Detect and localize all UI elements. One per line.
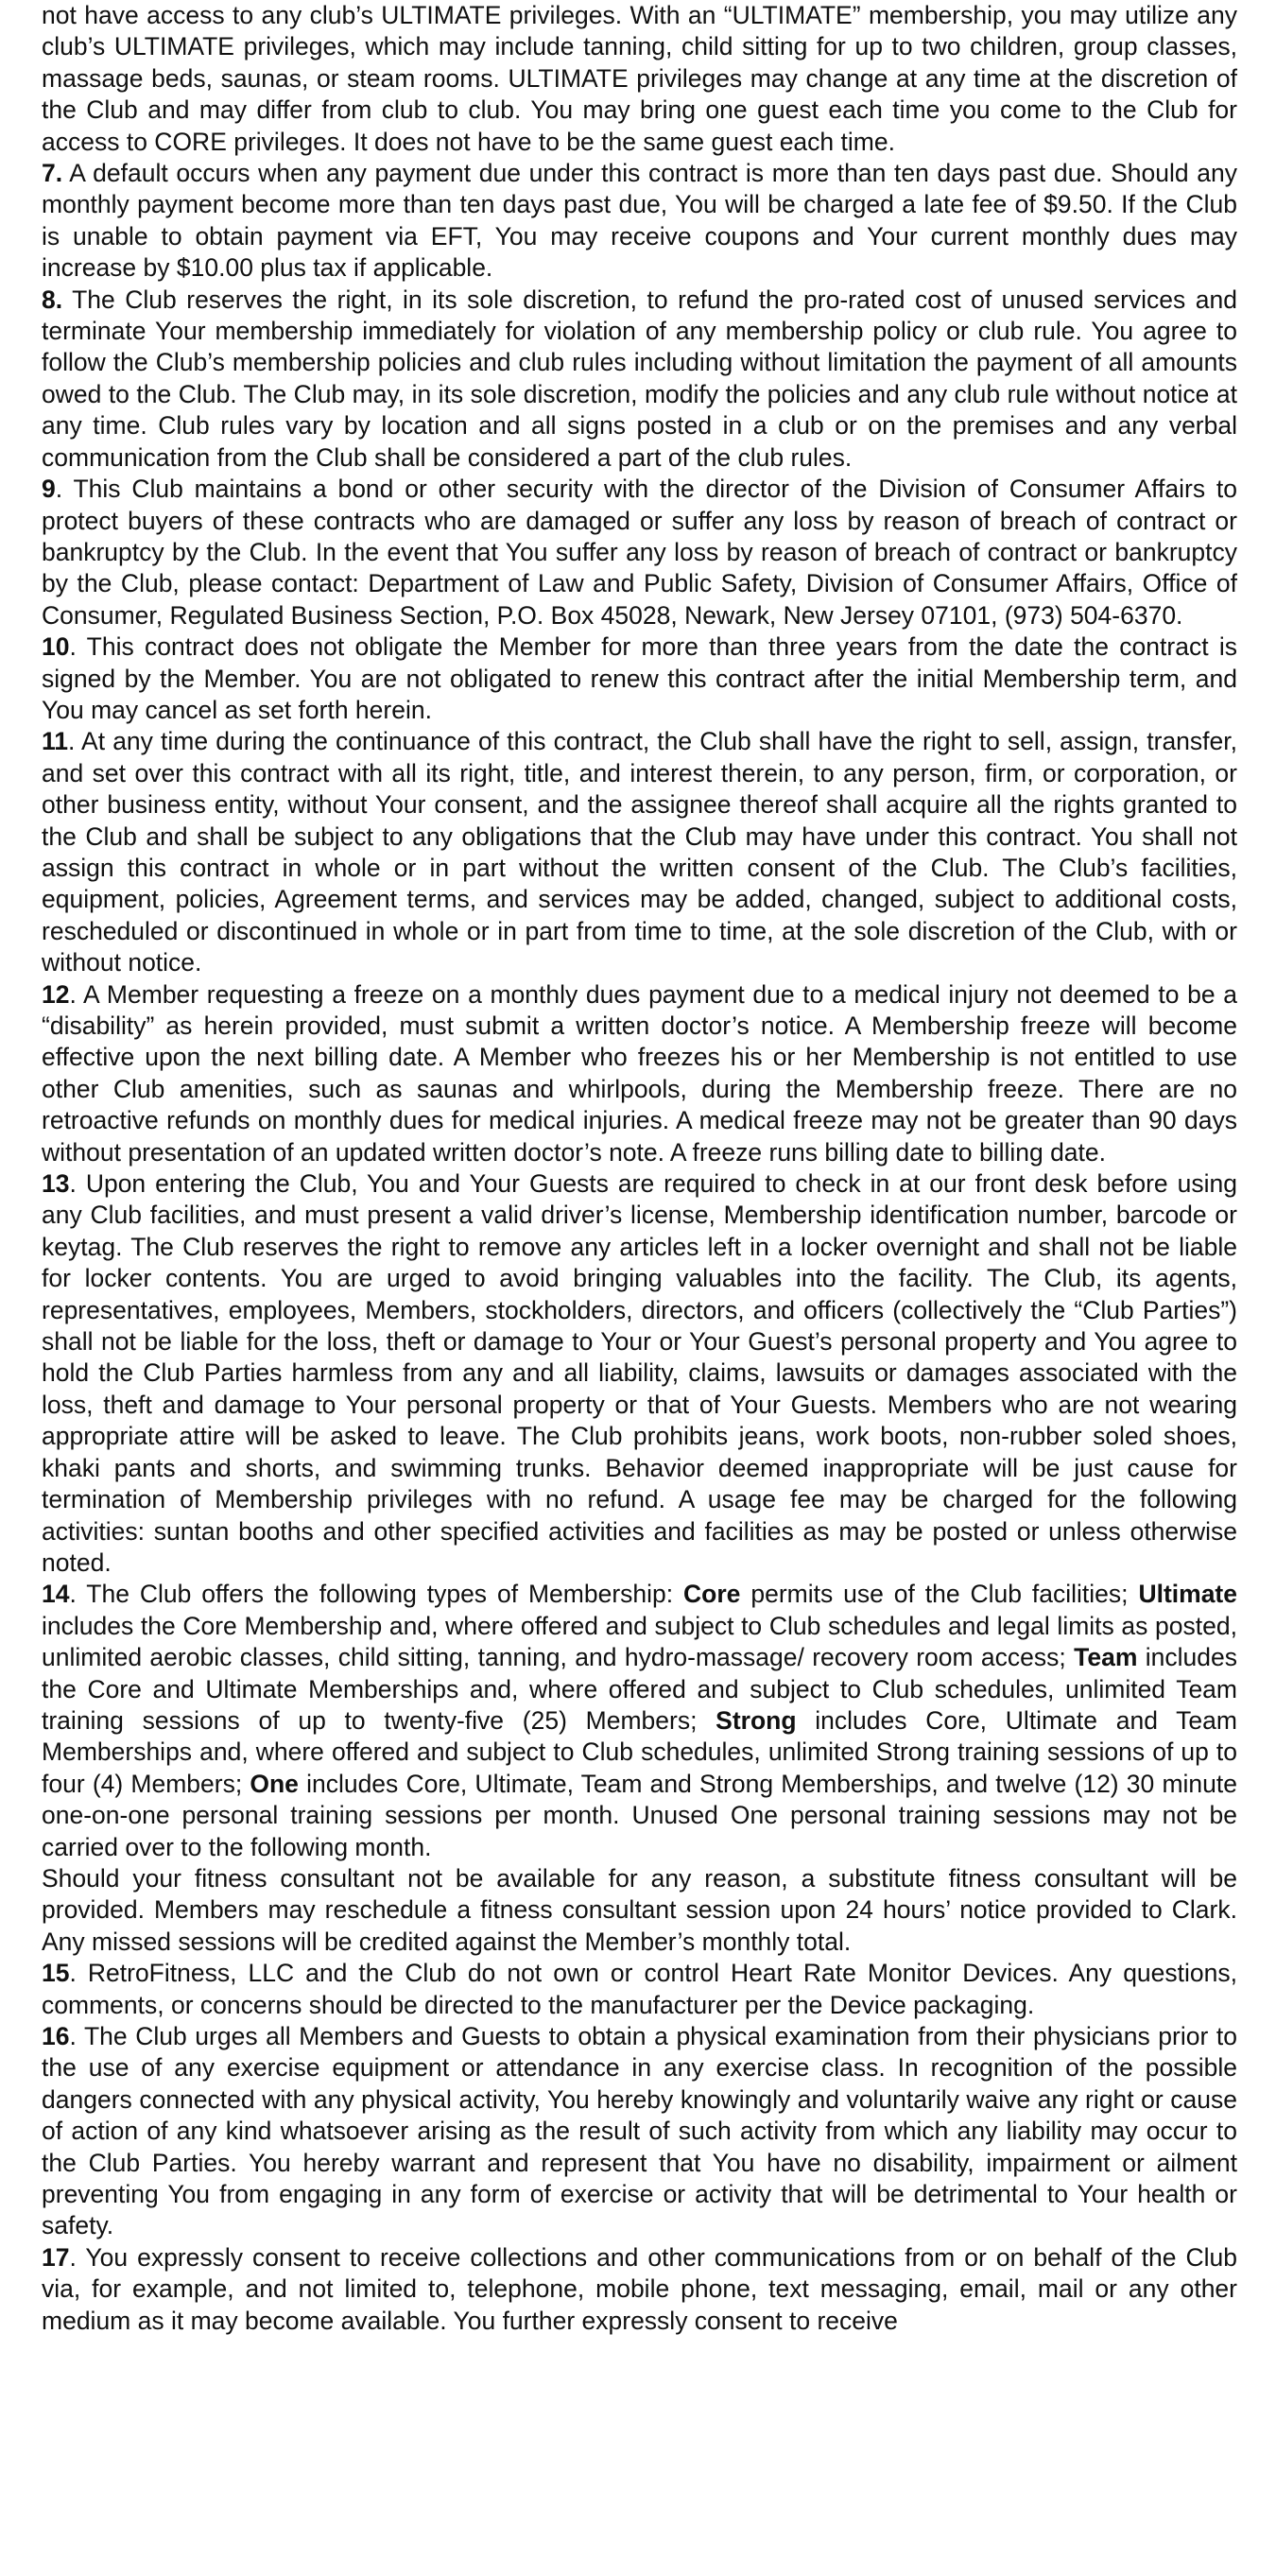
membership-tier-term: Core	[683, 1580, 741, 1609]
clause-number: 9	[42, 475, 56, 504]
membership-tier-term: Strong	[716, 1705, 797, 1735]
clause-number: 17	[42, 2242, 70, 2272]
clause-text: The Club reserves the right, in its sole discretion, to refund the pro-rated cost of unused services and terminate Your membership immediately for violation of any membership policy or club rule. You agree to follow the Club’s membership policies and club rules including without limitation the payment of all amounts owed to the Club. The Club may, in its sole discretion, modify the policies and any club rule without notice at any time. Club rules vary by location and all signs posted in a club or on the premises and any verbal communication from the Club shall be considered a part of the club rules.	[42, 285, 1237, 472]
clause-text: includes Core, Ultimate, Team and Strong Memberships, and twelve (12) 30 minute one-on-one personal training sessions per month. Unused One personal training sessions may not be carried over to the following month.	[42, 1769, 1237, 1861]
contract-clause	[42, 285, 1237, 474]
clause-text: Should your fitness consultant not be available for any reason, a substitute fitness consultant will be provided. Members may reschedule a fitness consultant session upon 24 hours’ notice provided to Clark. Any missed sessions will be credited against the Member’s monthly total.	[42, 1863, 1237, 1956]
contract-clause	[42, 1168, 1237, 1579]
contract-clause	[42, 1958, 1237, 2021]
clause-text: . The Club urges all Members and Guests to obtain a physical examination from their physicians prior to the use of any exercise equipment or attendance in any exercise class. In recognition of the possible dangers connected with any physical activity, You hereby knowingly and voluntarily waive any right or cause of action of any kind whatsoever arising as the result of such activity from which any liability may occur to the Club Parties. You hereby warrant and represent that You have no disability, impairment or ailment preventing You from engaging in any form of exercise or activity that will be detrimental to Your health or safety.	[42, 2022, 1237, 2240]
clause-text: includes Core, Ultimate and Team Memberships and, where offered and subject to Club schedules, unlimited Strong training sessions of up to four (4) Members;	[42, 1705, 1237, 1798]
clause-text: . This Club maintains a bond or other security with the director of the Division of Consumer Affairs to protect buyers of these contracts who are damaged or suffer any loss by reason of breach of contract or bankruptcy by the Club. In the event that You suffer any loss by reason of breach of contract or bankruptcy by the Club, please contact: Department of Law and Public Safety, Division of Consumer Affairs, Office of Consumer, Regulated Business Section, P.O. Box 45028, Newark, New Jersey 07101, (973) 504-6370.	[42, 475, 1237, 630]
clause-number: 15	[42, 1959, 70, 1988]
clause-number: 14	[42, 1580, 70, 1609]
membership-tier-term: Team	[1074, 1643, 1138, 1672]
clause-text: . At any time during the continuance of this contract, the Club shall have the right to sell, assign, transfer, and set over this contract with all its right, title, and interest therein, to any person, firm, or corporation, or other business entity, without Your consent, and the assignee thereof shall acquire all the rights granted to the Club and shall be subject to any obligations that the Club may have under this contract. You shall not assign this contract in whole or in part without the written consent of the Club. The Club’s facilities, equipment, policies, Agreement terms, and services may be added, changed, subject to additional costs, rescheduled or discontinued in whole or in part from time to time, at the sole discretion of the Club, with or without notice.	[42, 727, 1237, 977]
membership-tier-term: One	[250, 1769, 299, 1798]
contract-clause	[42, 2021, 1237, 2242]
clause-text: . The Club offers the following types of Membership:	[69, 1580, 684, 1609]
contract-clause	[42, 631, 1237, 726]
contract-clause	[42, 2242, 1237, 2337]
clause-text: not have access to any club’s ULTIMATE privileges. With an “ULTIMATE” membership, you may utilize any club’s ULTIMATE privileges, which may include tanning, child sitting for up to two children, group classes, massage beds, saunas, or steam rooms. ULTIMATE privileges may change at any time at the discretion of the Club and may differ from club to club. You may bring one guest each time you come to the Club for access to CORE privileges. It does not have to be the same guest each time.	[42, 1, 1237, 156]
clause-text: . This contract does not obligate the Member for more than three years from the date the contract is signed by the Member. You are not obligated to renew this contract after the initial Membership term, and You may cancel as set forth herein.	[42, 632, 1237, 724]
contract-clause	[42, 979, 1237, 1168]
clause-text: . A Member requesting a freeze on a monthly dues payment due to a medical injury not deemed to be a “disability” as herein provided, must submit a written doctor’s notice. A Membership freeze will become effective upon the next billing date. A Member who freezes his or her Membership is not entitled to use other Club amenities, such as saunas and whirlpools, during the Membership freeze. There are no retroactive refunds on monthly dues for medical injuries. A medical freeze may not be greater than 90 days without presentation of an updated written doctor’s note. A freeze runs billing date to billing date.	[42, 979, 1237, 1167]
clause-number: 11	[42, 727, 69, 756]
clause-number: 13	[42, 1169, 70, 1199]
clause-text: . Upon entering the Club, You and Your Guests are required to check in at our front desk before using any Club facilities, and must present a valid driver’s license, Membership identification number, barcode or keytag. The Club reserves the right to remove any articles left in a locker overnight and shall not be liable for locker contents. You are urged to avoid bringing valuables into the facility. The Club, its agents, representatives, employees, Members, stockholders, directors, and officers (collectively the “Club Parties”) shall not be liable for the loss, theft or damage to Your or Your Guest’s personal property and You agree to hold the Club Parties harmless from any and all liability, claims, lawsuits or damages associated with the loss, theft and damage to Your personal property or that of Your Guests. Members who are not wearing appropriate attire will be asked to leave. The Club prohibits jeans, work boots, non-rubber soled shoes, khaki pants and shorts, and swimming trunks. Behavior deemed inappropriate will be just cause for termination of Membership privileges with no refund. A usage fee may be charged for the following activities: suntan booths and other specified activities and facilities as may be posted or unless otherwise noted.	[42, 1169, 1237, 1577]
contract-terms-document	[42, 0, 1237, 2337]
clause-text: A default occurs when any payment due under this contract is more than ten days past due. Should any monthly payment become more than ten days past due, You will be charged a late fee of $9.50. If the Club is unable to obtain payment via EFT, You may receive coupons and Your current monthly dues may increase by $10.00 plus tax if applicable.	[42, 159, 1237, 283]
clause-number: 8.	[42, 285, 63, 314]
clause-number: 7.	[42, 159, 63, 188]
contract-clause	[42, 0, 1237, 158]
clause-text: includes the Core Membership and, where offered and subject to Club schedules and legal limits as posted, unlimited aerobic classes, child sitting, tanning, and hydro-massage/ recovery room access;	[42, 1611, 1237, 1672]
clause-text: . RetroFitness, LLC and the Club do not own or control Heart Rate Monitor Devices. Any questions, comments, or concerns should be directed to the manufacturer per the Device packaging.	[42, 1959, 1237, 2019]
clause-text: permits use of the Club facilities;	[740, 1580, 1139, 1609]
clause-number: 10	[42, 632, 70, 662]
clause-text: . You expressly consent to receive collections and other communications from or on behalf of the Club via, for example, and not limited to, telephone, mobile phone, text messaging, email, mail or any other medium as it may become available. You further expressly consent to receive	[42, 2242, 1237, 2335]
clause-number: 16	[42, 2022, 70, 2050]
contract-clause	[42, 474, 1237, 631]
contract-clause	[42, 1579, 1237, 1863]
contract-clause	[42, 1863, 1237, 1958]
membership-tier-term: Ultimate	[1138, 1580, 1237, 1609]
contract-clause	[42, 158, 1237, 285]
clause-text: includes the Core and Ultimate Memberships and, where offered and subject to Club schedules, unlimited Team training sessions of up to twenty-five (25) Members;	[42, 1643, 1237, 1735]
clause-number: 12	[42, 979, 70, 1009]
contract-clause	[42, 726, 1237, 978]
